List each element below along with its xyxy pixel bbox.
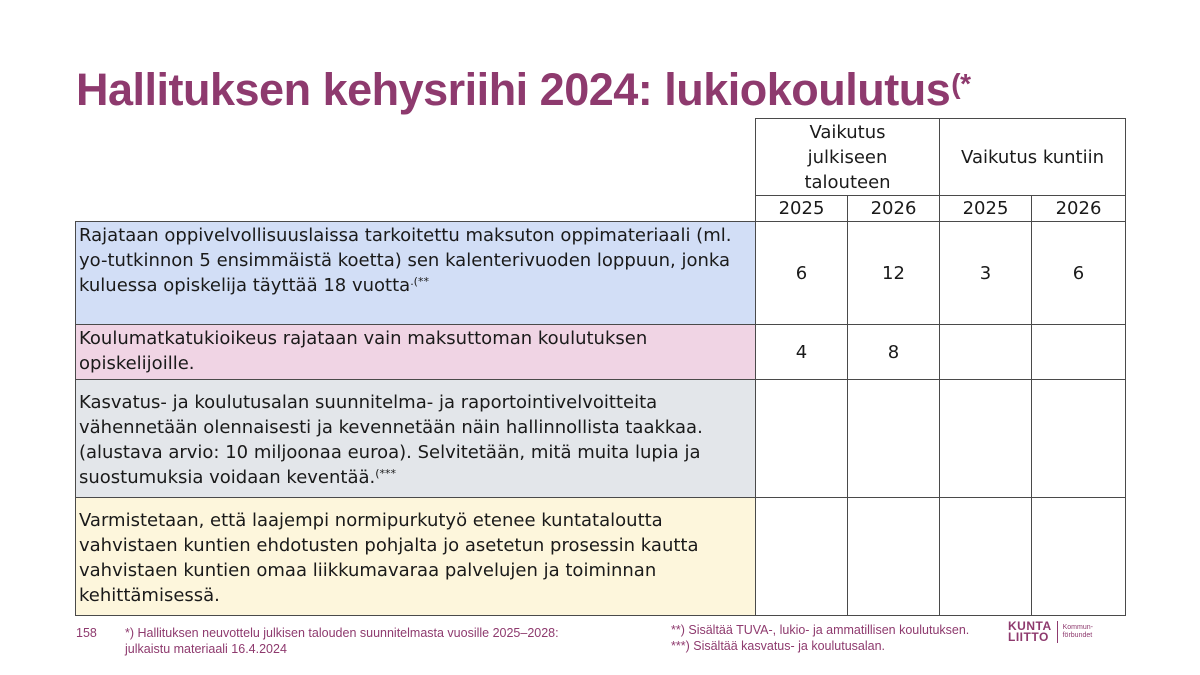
value-cell	[848, 498, 940, 616]
value-cell	[756, 380, 848, 498]
slide-title	[76, 62, 971, 118]
header-public-finances: Vaikutus julkiseen talouteen	[756, 119, 940, 196]
row-description	[76, 498, 756, 616]
source-footnote-line: julkaistu materiaali 16.4.2024	[125, 642, 287, 656]
logo-line: KUNTA	[1008, 619, 1052, 633]
table-row	[76, 325, 1126, 380]
table-row	[76, 380, 1126, 498]
value-cell	[940, 498, 1032, 616]
logo-sub-line: förbundet	[1062, 632, 1093, 639]
budget-impact-table	[75, 118, 1126, 616]
row-text: Koulumatkatukioikeus rajataan vain maksuttoman koulutuksen opiskelijoille.	[79, 328, 648, 374]
source-footnote-line: *) Hallituksen neuvottelu julkisen talouden suunnitelmasta vuosille 2025–2028:	[125, 626, 559, 640]
notes-footnote-line: **) Sisältää TUVA-, lukio- ja ammatillisen koulutuksen.	[671, 623, 970, 637]
value-cell	[940, 380, 1032, 498]
value-cell	[848, 380, 940, 498]
row-text: Varmistetaan, että laajempi normipurkutyö etenee kuntataloutta vahvistaen kuntien ehdotusten pohjalta jo asetetun prosessin kautta vahvistaen kuntien omaa liikkumavaraa palvelujen ja toiminnan kehittämisessä.	[79, 510, 699, 606]
value-cell: 8	[848, 325, 940, 380]
logo-wordmark	[1008, 621, 1052, 643]
value-cell	[1032, 498, 1126, 616]
row-description	[76, 380, 756, 498]
year-header: 2025	[756, 196, 848, 222]
value-cell: 4	[756, 325, 848, 380]
year-header: 2026	[1032, 196, 1126, 222]
value-cell	[1032, 380, 1126, 498]
row-description	[76, 325, 756, 380]
source-footnote	[125, 625, 559, 657]
logo-subtitle	[1063, 624, 1093, 640]
row-text: Kasvatus- ja koulutusalan suunnitelma- ja raportointivelvoitteita vähennetään olennaisesti ja kevennetään näin hallinnollista taakkaa. (alustava arvio: 10 miljoonaa euroa). Selvitetään, mitä muita lupia ja suostumuksia voidaan keventää.	[79, 392, 703, 488]
row-description	[76, 222, 756, 325]
table-row	[76, 222, 1126, 325]
kuntaliitto-logo	[1008, 620, 1093, 644]
value-cell: 3	[940, 222, 1032, 325]
row-footnote-mark: .(**	[410, 275, 429, 288]
row-text: Rajataan oppivelvollisuuslaissa tarkoitettu maksuton oppimateriaali (ml. yo-tutkinnon 5 ensimmäistä koetta) sen kalenterivuoden loppuun, jonka kuluessa opiskelija täyttää 18 vuotta	[79, 225, 732, 296]
logo-divider	[1057, 621, 1058, 643]
notes-footnote	[671, 622, 969, 654]
slide-title-text: Hallituksen kehysriihi 2024: lukiokoulutus	[76, 64, 951, 115]
notes-footnote-line: ***) Sisältää kasvatus- ja koulutusalan.	[671, 639, 886, 653]
year-header: 2025	[940, 196, 1032, 222]
row-footnote-mark: (***	[375, 467, 397, 480]
value-cell: 6	[756, 222, 848, 325]
group-header-row	[76, 119, 1126, 196]
header-blank-cell	[76, 119, 756, 222]
value-cell: 6	[1032, 222, 1126, 325]
logo-sub-line: Kommun-	[1062, 624, 1093, 631]
table-row	[76, 498, 1126, 616]
value-cell	[1032, 325, 1126, 380]
year-header: 2026	[848, 196, 940, 222]
value-cell	[756, 498, 848, 616]
logo-line: LIITTO	[1008, 630, 1049, 644]
header-municipalities: Vaikutus kuntiin	[940, 119, 1126, 196]
value-cell: 12	[848, 222, 940, 325]
value-cell	[940, 325, 1032, 380]
page-number: 158	[76, 626, 97, 640]
title-footnote-mark: (*	[951, 68, 971, 99]
